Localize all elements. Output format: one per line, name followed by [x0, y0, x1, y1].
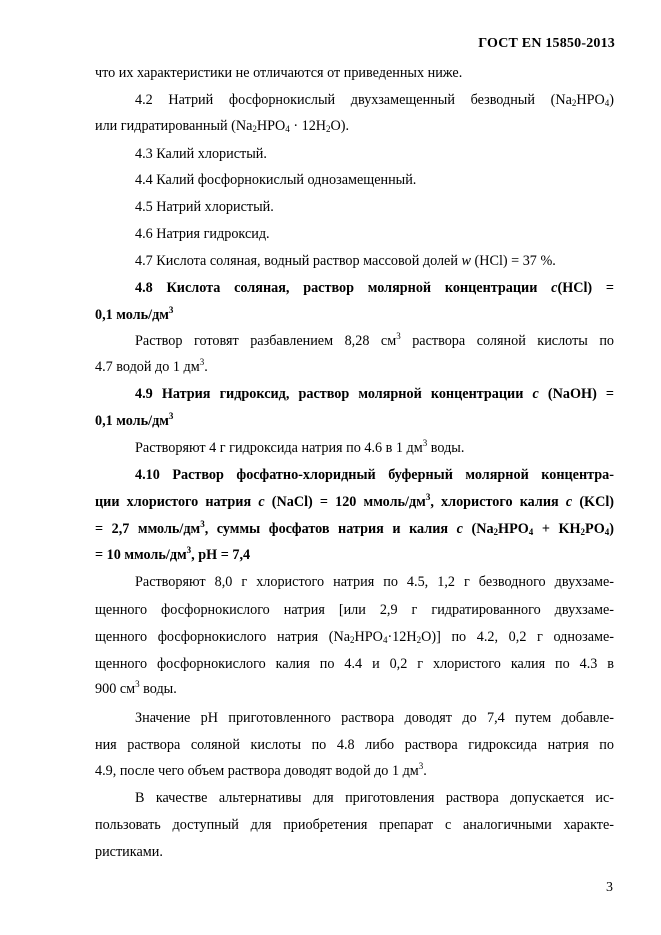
text-span: HPO	[576, 92, 605, 108]
text-line	[95, 117, 614, 135]
subscript: 4	[285, 124, 290, 134]
subscript: 2	[326, 124, 331, 134]
heading-4-9	[135, 385, 614, 403]
text-span: или гидратированный (Na	[95, 118, 253, 134]
heading-4-8	[135, 279, 614, 297]
text-span: (HCl) = 37 %.	[470, 253, 556, 269]
subscript: 2	[416, 635, 422, 645]
superscript: 3	[168, 411, 174, 421]
superscript: 3	[135, 679, 140, 689]
text-span: 4.8 Кислота соляная, раствор молярной концентрации	[135, 280, 552, 296]
text-span: (HCl) =	[557, 280, 614, 296]
text-line	[95, 655, 614, 673]
italic-symbol: c	[532, 386, 539, 402]
text-span: ·12H	[387, 629, 417, 645]
subscript: 2	[580, 527, 586, 537]
italic-symbol: c	[551, 280, 558, 296]
text-span: ции хлористого натрия	[95, 494, 259, 510]
heading-4-10	[135, 466, 614, 484]
subscript: 4	[604, 527, 610, 537]
superscript: 3	[200, 519, 205, 529]
item-4-4	[135, 171, 614, 189]
text-span: 900 см	[95, 681, 136, 697]
italic-symbol: c	[456, 521, 463, 537]
item-4-3	[135, 145, 614, 163]
text-span: PO	[585, 521, 605, 537]
item-4-2	[135, 91, 614, 109]
text-span: O).	[330, 118, 350, 134]
superscript: 3	[186, 545, 192, 555]
superscript: 3	[422, 438, 428, 448]
text-line	[95, 762, 614, 780]
text-span: щенного фосфорнокислого калия по 4.4 и 0,2 г хлористого калия по 4.3 в	[95, 656, 614, 672]
subscript: 2	[493, 527, 499, 537]
text-span: 4.5 Натрий хлористый.	[135, 199, 274, 215]
subscript: 4	[382, 635, 388, 645]
text-span: (NaOH) =	[538, 386, 614, 402]
text-span: 0,1 моль/дм	[95, 413, 169, 429]
text-line	[95, 816, 614, 834]
subscript: 2	[571, 98, 577, 108]
text-span: · 12H	[289, 118, 327, 134]
text-span: ния раствора соляной кислоты по 4.8 либо раствора гидроксида натрия по	[95, 737, 614, 753]
text-span: HPO	[256, 118, 286, 134]
text-span: (Na	[462, 521, 494, 537]
text-span: , суммы фосфатов натрия и калия	[204, 521, 457, 537]
text-span: .	[423, 763, 427, 779]
text-span: Растворяют 8,0 г хлористого натрия по 4.5, 1,2 г безводного двухзаме-	[135, 574, 614, 590]
text-span: Растворяют 4 г гидроксида натрия по 4.6 в 1 дм	[135, 440, 423, 456]
text-line	[135, 332, 614, 350]
text-line	[95, 358, 614, 376]
text-span: щенного фосфорнокислого натрия [или 2,9 г гидратированного двухзаме-	[95, 602, 614, 618]
text-line	[95, 736, 614, 754]
text-span: раствора соляной кислоты по	[400, 333, 614, 349]
text-span: 4.7 водой до 1 дм	[95, 359, 200, 375]
text-span: 4.3 Калий хлористый.	[135, 146, 267, 162]
superscript: 3	[199, 357, 205, 367]
item-4-5	[135, 198, 614, 216]
superscript: 3	[425, 492, 431, 502]
text-span: В качестве альтернативы для приготовления раствора допускается ис-	[135, 790, 614, 806]
text-span: , хлористого калия	[430, 494, 566, 510]
text-span: ристиками.	[95, 844, 163, 860]
text-span: )	[609, 92, 614, 108]
text-span: Значение pH приготовленного раствора доводят до 7,4 путем добавле-	[135, 710, 614, 726]
text-span: Раствор готовят разбавлением 8,28 см	[135, 333, 397, 349]
subscript: 2	[350, 635, 355, 645]
subscript: 2	[252, 124, 257, 134]
text-span: 0,1 моль/дм	[95, 307, 169, 323]
text-span: = 2,7 ммоль/дм	[95, 521, 201, 537]
item-4-6	[135, 225, 614, 243]
italic-symbol: w	[461, 253, 471, 269]
text-span: 4.9 Натрия гидроксид, раствор молярной концентрации	[135, 386, 533, 402]
text-span: 4.10 Раствор фосфатно-хлоридный буферный молярной концентра-	[135, 467, 614, 483]
subscript: 4	[528, 527, 534, 537]
text-span: .	[204, 359, 208, 375]
italic-symbol: c	[565, 494, 573, 510]
text-span: 4.9, после чего объем раствора доводят водой до 1 дм	[95, 763, 419, 779]
text-span: HPO	[498, 521, 529, 537]
text-line	[135, 573, 614, 591]
heading-4-10-cont	[95, 520, 614, 538]
text-line	[95, 64, 614, 82]
document-header: ГОСТ EN 15850-2013	[478, 36, 615, 51]
text-span: щенного фосфорнокислого натрия (Na	[95, 629, 351, 645]
page-number: 3	[606, 880, 613, 895]
text-line	[95, 601, 614, 619]
heading-4-8-cont	[95, 306, 614, 324]
heading-4-10-cont	[95, 493, 614, 511]
text-line	[135, 789, 614, 807]
text-line	[135, 439, 614, 457]
heading-4-9-cont	[95, 412, 614, 430]
text-span: пользовать доступный для приобретения препарат с аналогичными характе-	[95, 817, 614, 833]
heading-4-10-cont	[95, 546, 614, 564]
text-span: что их характеристики не отличаются от приведенных ниже.	[95, 65, 463, 81]
text-span: 4.6 Натрия гидроксид.	[135, 226, 270, 242]
subscript: 4	[604, 98, 610, 108]
text-span: 4.4 Калий фосфорнокислый однозамещенный.	[135, 172, 417, 188]
superscript: 3	[418, 761, 424, 771]
text-span: 4.2 Натрий фосфорнокислый двухзамещенный безводный (Na	[135, 92, 572, 108]
text-span: (NaCl) = 120 ммоль/дм	[264, 494, 426, 510]
text-span: O)] по 4.2, 0,2 г однозаме-	[421, 629, 614, 645]
superscript: 3	[396, 331, 401, 341]
text-span: + KH	[533, 521, 581, 537]
text-line	[95, 843, 614, 861]
superscript: 3	[168, 305, 174, 315]
italic-symbol: c	[258, 494, 265, 510]
text-span: воды.	[427, 440, 465, 456]
text-span: (KCl)	[572, 494, 614, 510]
text-line	[95, 628, 614, 646]
text-span: = 10 ммоль/дм	[95, 547, 187, 563]
text-span: )	[609, 521, 614, 537]
text-span: 4.7 Кислота соляная, водный раствор массовой долей	[135, 253, 462, 269]
text-line	[95, 680, 614, 698]
text-span: , pH = 7,4	[191, 547, 251, 563]
text-span: воды.	[139, 681, 177, 697]
text-line	[135, 709, 614, 727]
text-span: HPO	[354, 629, 383, 645]
item-4-7	[135, 252, 614, 270]
